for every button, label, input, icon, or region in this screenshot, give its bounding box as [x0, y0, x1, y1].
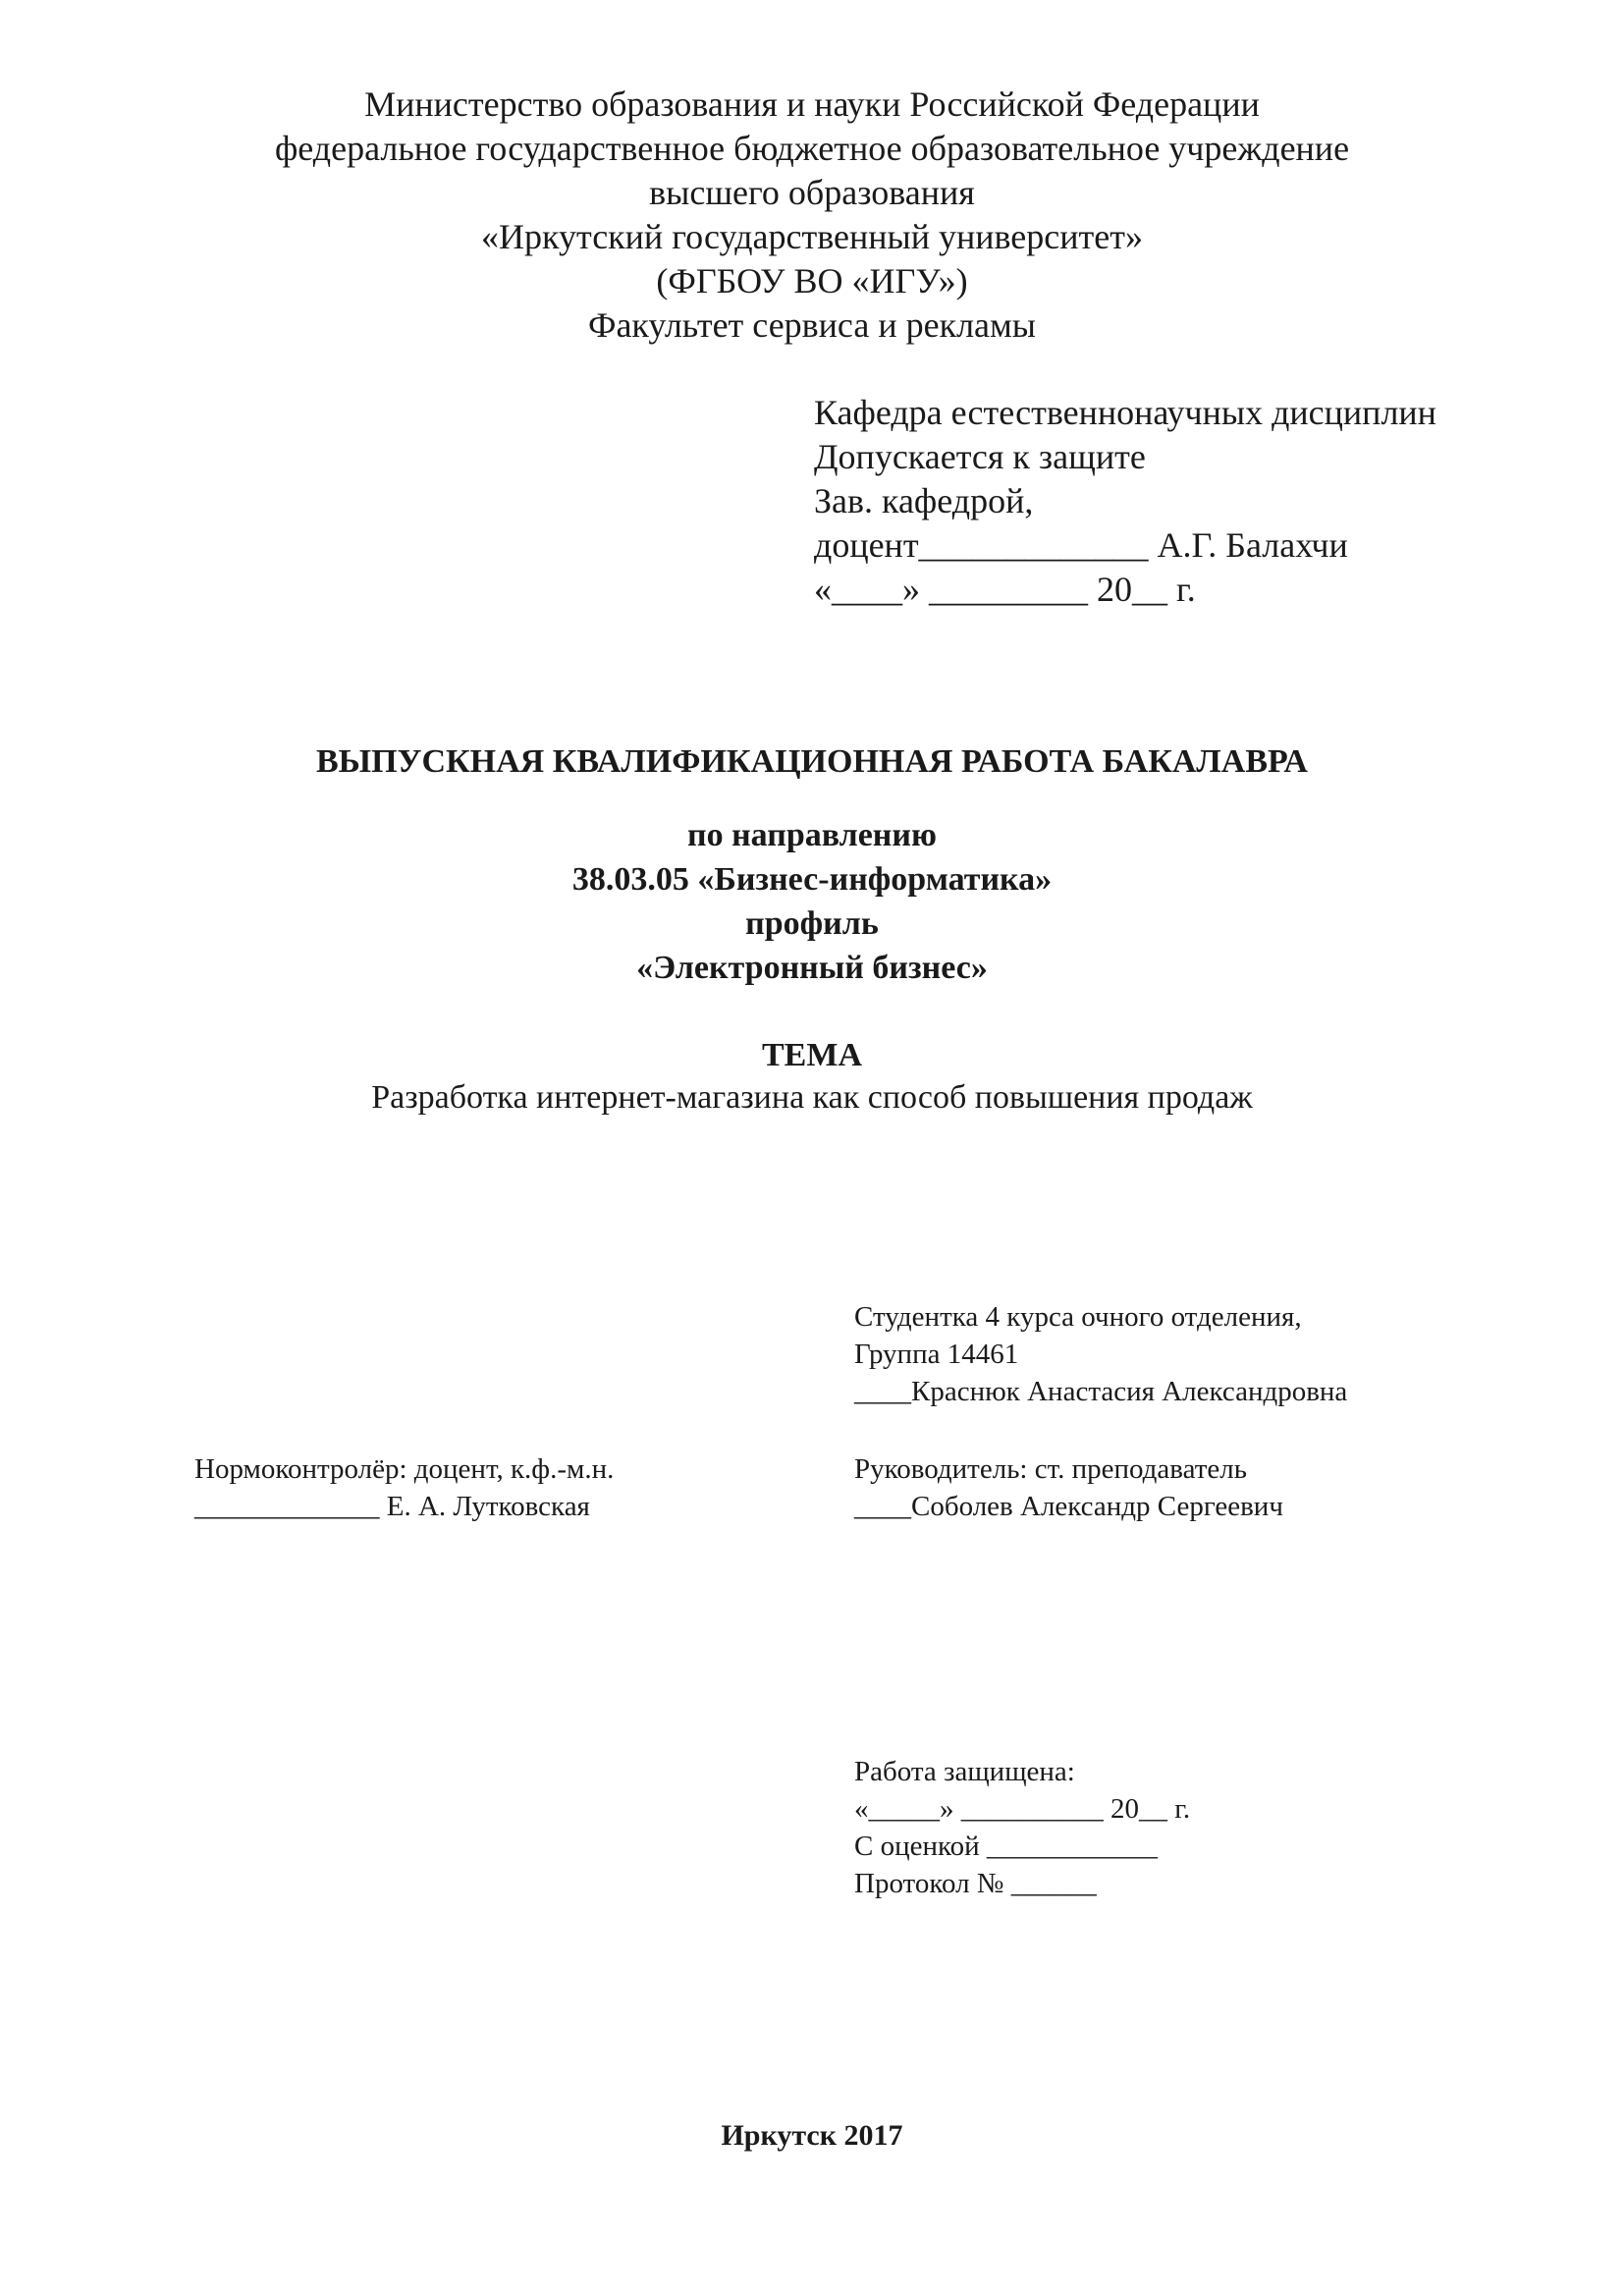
- profile-name: «Электронный бизнес»: [636, 950, 988, 986]
- defense-protocol-line: Протокол № ______: [854, 1868, 1097, 1899]
- institution-header: [0, 82, 1624, 348]
- normcontrol-name-line: _____________ Е. А. Лутковская: [194, 1491, 590, 1522]
- topic-text-block: [0, 1077, 1624, 1119]
- department-line: Кафедра естественнонаучных дисциплин: [814, 393, 1436, 432]
- faculty-line: Факультет сервиса и рекламы: [588, 305, 1036, 345]
- head-of-department-line: Зав. кафедрой,: [814, 481, 1034, 520]
- supervisor-name-line: ____Соболев Александр Сергеевич: [854, 1491, 1283, 1522]
- student-course-line: Студентка 4 курса очного отделения,: [854, 1301, 1302, 1333]
- admitted-line: Допускается к защите: [814, 437, 1146, 476]
- normcontrol-block: [194, 1450, 614, 1525]
- supervisor-title-line: Руководитель: ст. преподаватель: [854, 1453, 1247, 1485]
- direction-code: 38.03.05 «Бизнес-информатика»: [571, 861, 1053, 898]
- university-abbr-line: (ФГБОУ ВО «ИГУ»): [656, 261, 968, 301]
- topic-heading-block: [0, 1035, 1624, 1076]
- student-group-line: Группа 14461: [854, 1339, 1019, 1370]
- footer-block: [0, 2116, 1624, 2156]
- department-approval-block: [814, 391, 1436, 612]
- thesis-title: [0, 740, 1624, 784]
- head-signature-line: доцент_____________ А.Г. Балахчи: [814, 525, 1348, 565]
- supervisor-block: [854, 1450, 1283, 1525]
- defense-grade-line: С оценкой ____________: [854, 1831, 1158, 1862]
- ministry-line: Министерство образования и науки Российской Федерации: [364, 84, 1260, 124]
- defense-label-line: Работа защищена:: [854, 1756, 1075, 1787]
- student-block: [854, 1298, 1347, 1410]
- education-level-line: высшего образования: [649, 173, 975, 212]
- normcontrol-title-line: Нормоконтролёр: доцент, к.ф.-м.н.: [194, 1453, 615, 1485]
- profile-label: профиль: [745, 905, 879, 942]
- defense-date-line: «_____» __________ 20__ г.: [854, 1793, 1191, 1825]
- student-name-line: ____Краснюк Анастасия Александровна: [854, 1376, 1348, 1407]
- institution-type-line: федеральное государственное бюджетное образовательное учреждение: [274, 129, 1350, 168]
- study-direction-block: [0, 813, 1624, 990]
- thesis-type-heading: ВЫПУСКНАЯ КВАЛИФИКАЦИОННАЯ РАБОТА БАКАЛАВРА: [316, 743, 1308, 780]
- direction-label: по направлению: [687, 817, 937, 853]
- city-year: Иркутск 2017: [721, 2119, 903, 2152]
- topic-text: Разработка интернет-магазина как способ повышения продаж: [371, 1079, 1253, 1116]
- approval-date-line: «____» _________ 20__ г.: [814, 570, 1196, 609]
- topic-heading: ТЕМА: [762, 1037, 862, 1073]
- defense-block: [854, 1753, 1190, 1902]
- university-name-line: «Иркутский государственный университет»: [481, 217, 1143, 256]
